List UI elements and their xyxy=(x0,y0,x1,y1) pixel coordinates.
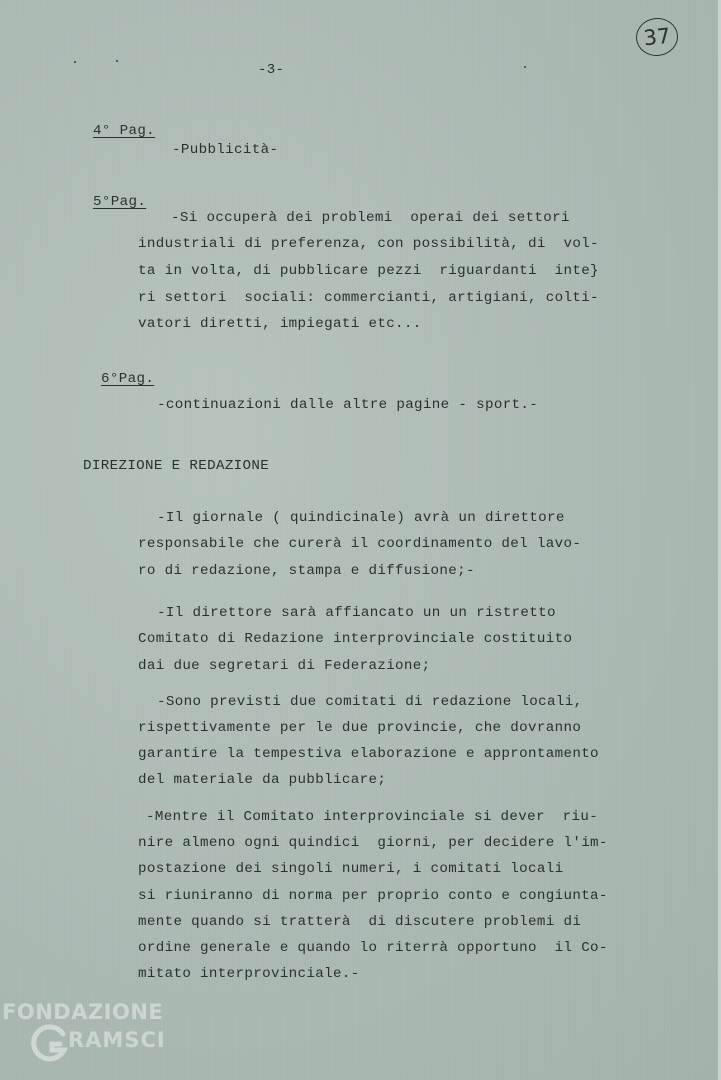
direzione-para2-line: Comitato di Redazione interprovinciale costituito xyxy=(138,631,573,647)
fondazione-gramsci-watermark xyxy=(2,1000,202,1052)
section-p4-text: -Pubblicità- xyxy=(172,142,279,158)
section-heading-p6: 6°Pag. xyxy=(101,371,155,387)
section-p5-line: ri settori sociali: commercianti, artigiani, colti- xyxy=(138,290,599,306)
section-p5-line: -Si occuperà dei problemi operai dei settori xyxy=(171,210,570,226)
watermark-line1: FONDAZIONE xyxy=(2,1000,164,1024)
page-number: -3- xyxy=(258,62,285,78)
gramsci-g-logo-icon xyxy=(30,1024,70,1064)
direzione-para1-line: responsabile che curerà il coordinamento del lavo- xyxy=(138,536,582,552)
section-heading-p5: 5°Pag. xyxy=(93,194,147,210)
section-p5-line: ta in volta, di pubblicare pezzi riguardanti inte} xyxy=(138,263,599,279)
direzione-heading: DIREZIONE E REDAZIONE xyxy=(83,458,270,474)
direzione-para3-line: rispettivamente per le due provincie, che dovranno xyxy=(138,720,582,736)
section-p5-line: industriali di preferenza, con possibilità, di vol- xyxy=(138,236,599,252)
watermark-line2: RAMSCI xyxy=(68,1028,166,1052)
direzione-para2-line: -Il direttore sarà affiancato un un ristretto xyxy=(157,605,556,621)
direzione-para1-line: -Il giornale ( quindicinale) avrà un direttore xyxy=(157,510,565,526)
section-p6-text: -continuazioni dalle altre pagine - sport.- xyxy=(157,397,539,413)
direzione-para1-line: ro di redazione, stampa e diffusione;- xyxy=(138,563,475,579)
direzione-para4-line: nire almeno ogni quindici giorni, per decidere l'im- xyxy=(138,835,608,851)
paper-speck xyxy=(524,66,526,68)
direzione-para4-line: postazione dei singoli numeri, i comitati locali xyxy=(138,861,564,877)
paper-speck xyxy=(116,60,118,62)
direzione-para4-line: mente quando si tratterà di discutere problemi di xyxy=(138,914,582,930)
direzione-para3-line: -Sono previsti due comitati di redazione locali, xyxy=(157,694,583,710)
direzione-para4-line: mitato interprovinciale.- xyxy=(138,966,360,982)
archive-number-stamp: 37 xyxy=(634,16,680,58)
direzione-para4-line: ordine generale e quando lo riterrà opportuno il Co- xyxy=(138,940,608,956)
section-p5-line: vatori diretti, impiegati etc... xyxy=(138,316,422,332)
direzione-para4-line: si riuniranno di norma per proprio conto e congiunta- xyxy=(138,888,608,904)
section-heading-p4: 4° Pag. xyxy=(93,123,156,139)
direzione-para3-line: del materiale da pubblicare; xyxy=(138,772,387,788)
paper-speck xyxy=(74,61,76,63)
direzione-para3-line: garantire la tempestiva elaborazione e approntamento xyxy=(138,746,599,762)
direzione-para4-line: -Mentre il Comitato interprovinciale si dever riu- xyxy=(146,809,599,825)
direzione-para2-line: dai due segretari di Federazione; xyxy=(138,658,431,674)
